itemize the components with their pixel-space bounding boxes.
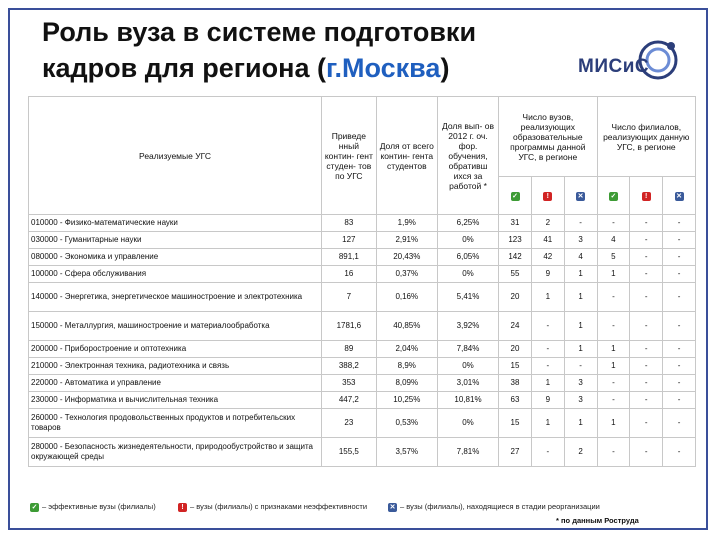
- cell-share: 2,91%: [376, 232, 437, 249]
- header-icon-cell: [663, 177, 696, 215]
- header-icon-cell: [531, 177, 564, 215]
- cell-branches-ineffective: -: [630, 215, 663, 232]
- cell-unis-effective: 20: [499, 283, 532, 312]
- cell-branches-effective: -: [597, 215, 630, 232]
- cell-unis-reorg: 3: [564, 375, 597, 392]
- cell-unis-reorg: 4: [564, 249, 597, 266]
- cell-contingent: 16: [322, 266, 377, 283]
- cell-ugs-name: 100000 - Сфера обслуживания: [29, 266, 322, 283]
- cell-unis-effective: 20: [499, 341, 532, 358]
- cell-share: 8,9%: [376, 358, 437, 375]
- table-row: [29, 312, 696, 341]
- reorganization-icon: ✕: [676, 193, 682, 200]
- title-city: г.Москва: [325, 53, 441, 83]
- cell-branches-effective: -: [597, 375, 630, 392]
- ineffective-icon: !: [543, 192, 552, 201]
- cell-unis-ineffective: 2: [531, 215, 564, 232]
- cell-share: 1,9%: [376, 215, 437, 232]
- cell-unis-ineffective: -: [531, 438, 564, 467]
- title-line-2: [42, 50, 562, 86]
- cell-branches-effective: -: [597, 312, 630, 341]
- cell-unis-reorg: -: [564, 358, 597, 375]
- cell-unis-reorg: 3: [564, 232, 597, 249]
- cell-branches-ineffective: -: [630, 409, 663, 438]
- cell-branches-reorg: -: [663, 283, 696, 312]
- legend-effective: [30, 502, 156, 512]
- cell-graduates: 3,92%: [437, 312, 498, 341]
- cell-unis-reorg: 1: [564, 266, 597, 283]
- cell-contingent: 891,1: [322, 249, 377, 266]
- cell-unis-effective: 142: [499, 249, 532, 266]
- cell-graduates: 7,84%: [437, 341, 498, 358]
- cell-branches-effective: 1: [597, 409, 630, 438]
- cell-graduates: 10,81%: [437, 392, 498, 409]
- title-part-b: ): [440, 53, 450, 83]
- cell-graduates: 0%: [437, 358, 498, 375]
- cell-contingent: 7: [322, 283, 377, 312]
- cell-branches-reorg: -: [663, 232, 696, 249]
- page-title: [42, 14, 562, 86]
- table-row: [29, 232, 696, 249]
- cell-branches-ineffective: -: [630, 358, 663, 375]
- reorganization-icon: ✕: [577, 193, 584, 200]
- cell-ugs-name: 150000 - Металлургия, машиностроение и материалообработка: [29, 312, 322, 341]
- cell-graduates: 5,41%: [437, 283, 498, 312]
- ineffective-icon: !: [642, 192, 651, 201]
- cell-branches-reorg: -: [663, 375, 696, 392]
- cell-branches-reorg: -: [663, 249, 696, 266]
- legend-effective-text: – эффективные вузы (филиалы): [42, 502, 156, 511]
- header-graduates: Доля вып- ов 2012 г. оч. фор. обучения, обративш ихся за работой *: [437, 97, 498, 215]
- cell-branches-ineffective: -: [630, 375, 663, 392]
- table-row: [29, 375, 696, 392]
- table-row: [29, 438, 696, 467]
- ineffective-icon: !: [178, 503, 187, 512]
- cell-unis-effective: 15: [499, 409, 532, 438]
- cell-contingent: 447,2: [322, 392, 377, 409]
- legend-reorganization: [388, 502, 600, 512]
- cell-unis-reorg: 1: [564, 283, 597, 312]
- cell-share: 0,53%: [376, 409, 437, 438]
- cell-contingent: 83: [322, 215, 377, 232]
- cell-branches-reorg: -: [663, 312, 696, 341]
- cell-unis-effective: 63: [499, 392, 532, 409]
- cell-contingent: 388,2: [322, 358, 377, 375]
- legend-ineffective: [178, 502, 367, 512]
- cell-share: 8,09%: [376, 375, 437, 392]
- cell-ugs-name: 140000 - Энергетика, энергетическое машиностроение и электротехника: [29, 283, 322, 312]
- cell-branches-effective: -: [597, 392, 630, 409]
- cell-branches-ineffective: -: [630, 249, 663, 266]
- ugs-table: [28, 96, 696, 467]
- cell-branches-reorg: -: [663, 341, 696, 358]
- cell-branches-ineffective: -: [630, 283, 663, 312]
- header-share: Доля от всего контин- гента студентов: [376, 97, 437, 215]
- header-branches: Число филиалов, реализующих данную УГС, в регионе: [597, 97, 696, 177]
- cell-unis-reorg: 1: [564, 312, 597, 341]
- cell-branches-ineffective: -: [630, 438, 663, 467]
- cell-branches-effective: 5: [597, 249, 630, 266]
- cell-graduates: 3,01%: [437, 375, 498, 392]
- cell-ugs-name: 030000 - Гуманитарные науки: [29, 232, 322, 249]
- cell-branches-effective: 1: [597, 266, 630, 283]
- cell-unis-reorg: 3: [564, 392, 597, 409]
- cell-ugs-name: 260000 - Технология продовольственных продуктов и потребительских товаров: [29, 409, 322, 438]
- effective-icon: ✓: [512, 193, 518, 200]
- cell-branches-effective: -: [597, 283, 630, 312]
- cell-branches-ineffective: -: [630, 232, 663, 249]
- table-row: [29, 266, 696, 283]
- cell-ugs-name: 230000 - Информатика и вычислительная техника: [29, 392, 322, 409]
- cell-branches-ineffective: -: [630, 312, 663, 341]
- cell-graduates: 6,05%: [437, 249, 498, 266]
- table-row: [29, 358, 696, 375]
- legend-ineffective-text: – вузы (филиалы) с признаками неэффективности: [190, 502, 368, 511]
- cell-share: 10,25%: [376, 392, 437, 409]
- header-icon-cell: [630, 177, 663, 215]
- cell-contingent: 89: [322, 341, 377, 358]
- cell-branches-effective: 1: [597, 358, 630, 375]
- cell-graduates: 0%: [437, 266, 498, 283]
- cell-contingent: 353: [322, 375, 377, 392]
- cell-unis-effective: 31: [499, 215, 532, 232]
- cell-branches-effective: -: [597, 438, 630, 467]
- cell-unis-reorg: 2: [564, 438, 597, 467]
- cell-graduates: 0%: [437, 232, 498, 249]
- cell-branches-effective: 1: [597, 341, 630, 358]
- cell-branches-reorg: -: [663, 358, 696, 375]
- cell-unis-ineffective: -: [531, 341, 564, 358]
- cell-share: 0,37%: [376, 266, 437, 283]
- cell-contingent: 127: [322, 232, 377, 249]
- cell-share: 20,43%: [376, 249, 437, 266]
- header-icon-cell: [564, 177, 597, 215]
- table-row: [29, 249, 696, 266]
- cell-branches-reorg: -: [663, 438, 696, 467]
- cell-unis-ineffective: -: [531, 358, 564, 375]
- title-line-1: Роль вуза в системе подготовки: [42, 17, 477, 47]
- title-part-a: кадров для региона (: [42, 53, 326, 83]
- cell-graduates: 0%: [437, 409, 498, 438]
- cell-ugs-name: 280000 - Безопасность жизнедеятельности, природообустройство и защита окружающей среды: [29, 438, 322, 467]
- header-icon-cell: [499, 177, 532, 215]
- cell-unis-ineffective: 1: [531, 409, 564, 438]
- cell-share: 3,57%: [376, 438, 437, 467]
- cell-unis-ineffective: 9: [531, 392, 564, 409]
- cell-ugs-name: 010000 - Физико-математические науки: [29, 215, 322, 232]
- cell-unis-ineffective: 1: [531, 283, 564, 312]
- cell-unis-effective: 24: [499, 312, 532, 341]
- cell-contingent: 155,5: [322, 438, 377, 467]
- table-row: [29, 409, 696, 438]
- cell-branches-ineffective: -: [630, 392, 663, 409]
- cell-unis-effective: 27: [499, 438, 532, 467]
- cell-unis-ineffective: 1: [531, 375, 564, 392]
- cell-graduates: 7,81%: [437, 438, 498, 467]
- table-row: [29, 341, 696, 358]
- logo-text: МИСиС: [578, 56, 650, 77]
- cell-branches-effective: 4: [597, 232, 630, 249]
- reorganization-icon: ✕: [389, 503, 396, 511]
- cell-branches-reorg: -: [663, 392, 696, 409]
- cell-share: 0,16%: [376, 283, 437, 312]
- cell-unis-ineffective: -: [531, 312, 564, 341]
- cell-unis-ineffective: 41: [531, 232, 564, 249]
- cell-ugs-name: 220000 - Автоматика и управление: [29, 375, 322, 392]
- header-ugs: Реализуемые УГС: [29, 97, 322, 215]
- cell-unis-effective: 38: [499, 375, 532, 392]
- cell-ugs-name: 080000 - Экономика и управление: [29, 249, 322, 266]
- effective-icon: ✓: [610, 193, 617, 200]
- cell-unis-effective: 123: [499, 232, 532, 249]
- cell-unis-effective: 15: [499, 358, 532, 375]
- cell-share: 40,85%: [376, 312, 437, 341]
- cell-unis-ineffective: 9: [531, 266, 564, 283]
- cell-graduates: 6,25%: [437, 215, 498, 232]
- misis-logo: [578, 36, 688, 86]
- cell-contingent: 1781,6: [322, 312, 377, 341]
- header-contingent: Приведе нный контин- гент студен- тов по УГС: [322, 97, 377, 215]
- cell-branches-ineffective: -: [630, 341, 663, 358]
- cell-branches-reorg: -: [663, 215, 696, 232]
- cell-branches-reorg: -: [663, 409, 696, 438]
- cell-branches-reorg: -: [663, 266, 696, 283]
- header-universities: Число вузов, реализующих образовательные программы данной УГС, в регионе: [499, 97, 597, 177]
- cell-unis-reorg: 1: [564, 409, 597, 438]
- table-row: [29, 215, 696, 232]
- table-row: [29, 392, 696, 409]
- table-row: [29, 283, 696, 312]
- cell-unis-effective: 55: [499, 266, 532, 283]
- cell-share: 2,04%: [376, 341, 437, 358]
- cell-branches-ineffective: -: [630, 266, 663, 283]
- legend-reorg-text: – вузы (филиалы), находящиеся в стадии реорганизации: [400, 502, 600, 511]
- source-note: * по данным Роструда: [556, 516, 639, 525]
- cell-contingent: 23: [322, 409, 377, 438]
- effective-icon: ✓: [31, 503, 38, 511]
- cell-unis-reorg: 1: [564, 341, 597, 358]
- cell-ugs-name: 200000 - Приборостроение и оптотехника: [29, 341, 322, 358]
- cell-unis-reorg: -: [564, 215, 597, 232]
- header-icon-cell: [597, 177, 630, 215]
- cell-unis-ineffective: 42: [531, 249, 564, 266]
- cell-ugs-name: 210000 - Электронная техника, радиотехника и связь: [29, 358, 322, 375]
